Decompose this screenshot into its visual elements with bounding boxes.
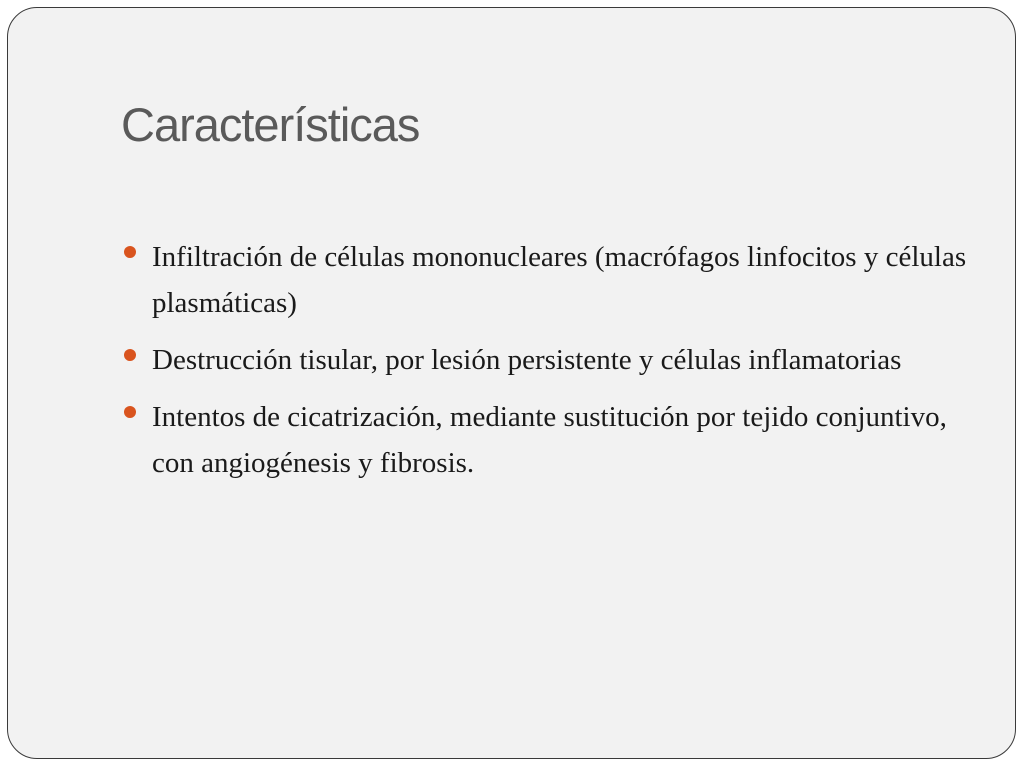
bullet-dot-icon xyxy=(124,349,136,361)
bullet-text: Destrucción tisular, por lesión persistente y células inflamatorias xyxy=(152,344,902,376)
bullet-list xyxy=(124,234,984,497)
bullet-item xyxy=(124,234,984,326)
bullet-item xyxy=(124,337,984,383)
bullet-dot-icon xyxy=(124,246,136,258)
slide-title: Características xyxy=(121,98,420,151)
bullet-dot-icon xyxy=(124,406,136,418)
bullet-text: Intentos de cicatrización, mediante sustitución por tejido conjuntivo, con angiogénesis y fibrosis. xyxy=(152,401,947,479)
bullet-text: Infiltración de células mononucleares (macrófagos linfocitos y células plasmáticas) xyxy=(152,241,967,319)
slide-frame xyxy=(7,7,1016,759)
bullet-item xyxy=(124,394,984,486)
